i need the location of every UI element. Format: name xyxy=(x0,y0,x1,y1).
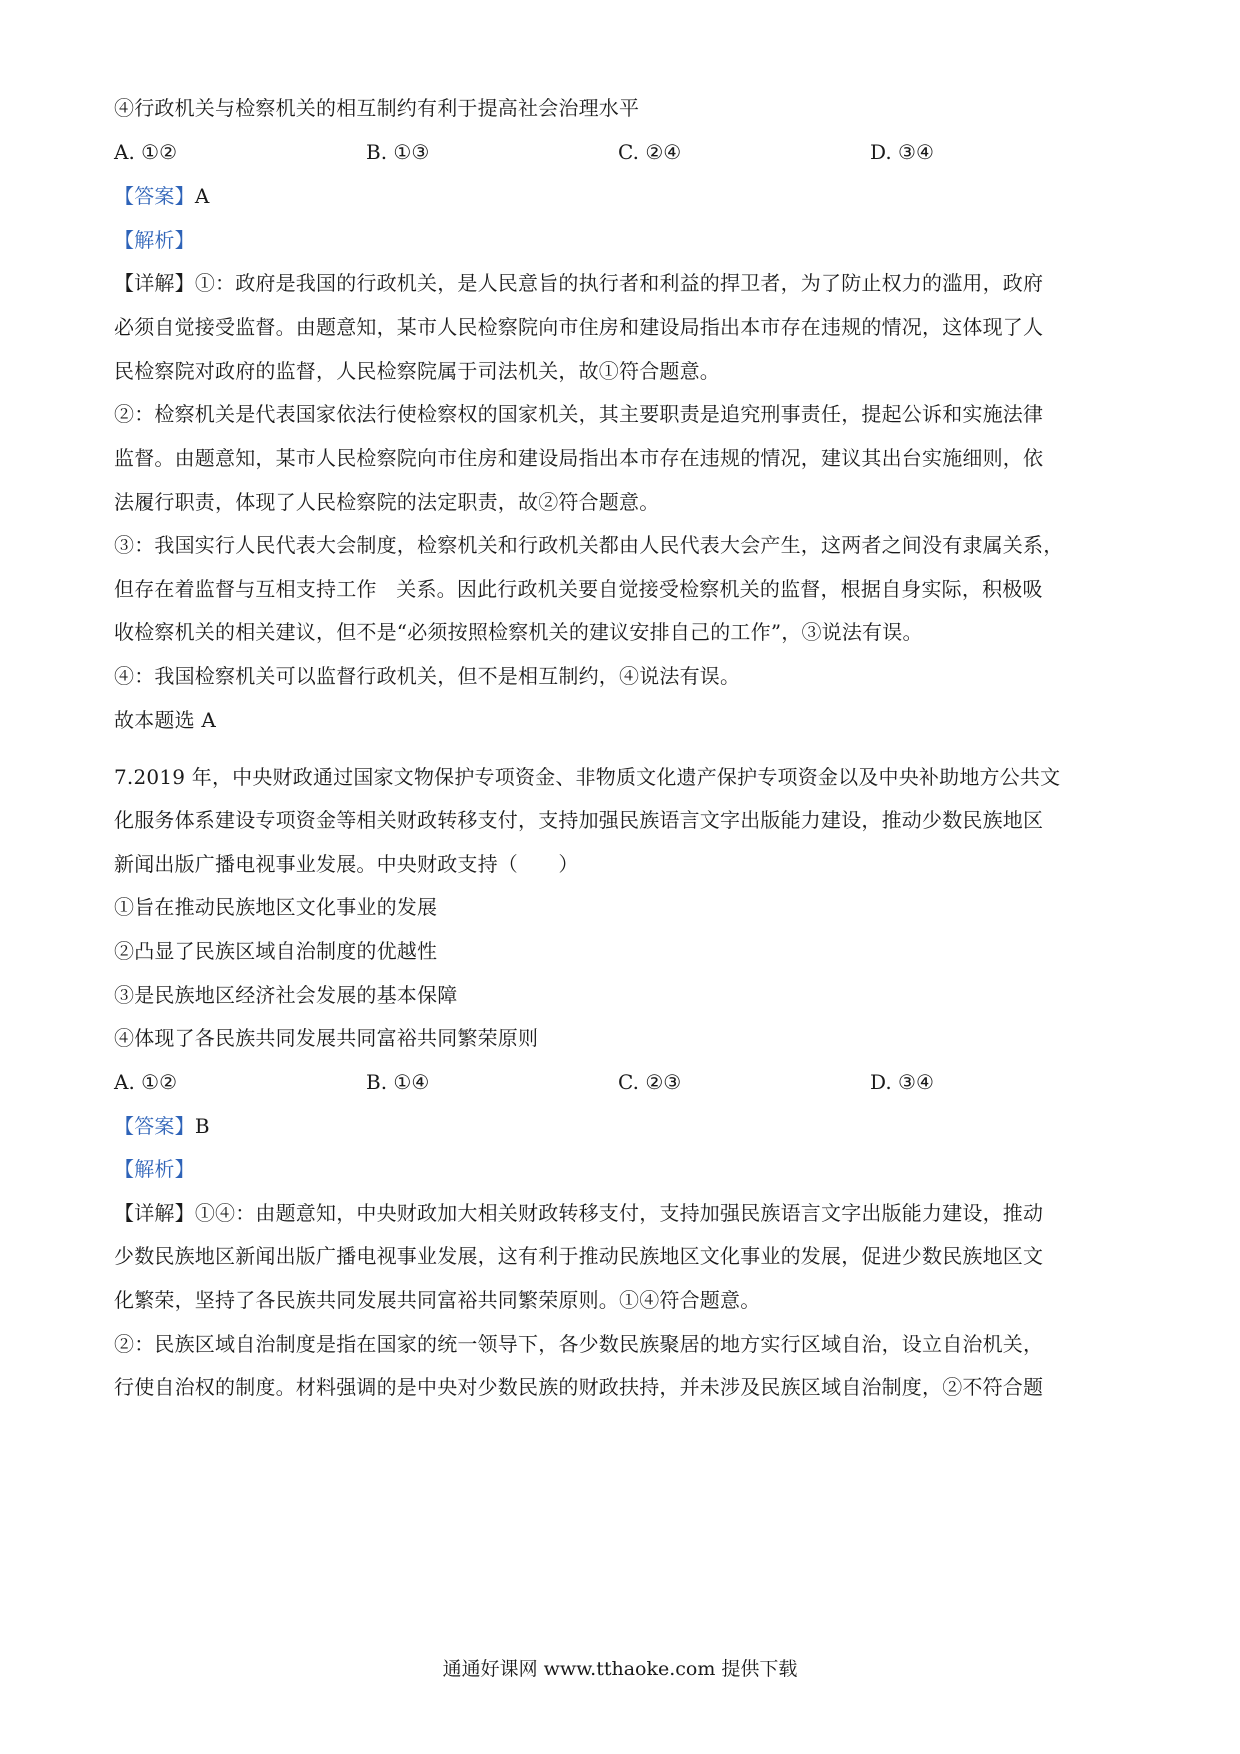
q7-statement-3: ③是民族地区经济社会发展的基本保障 xyxy=(114,983,458,1007)
detail-tag: 【详解】 xyxy=(114,1201,195,1225)
q6-detail-line: ③：我国实行人民代表大会制度，检察机关和行政机关都由人民代表大会产生，这两者之间没有隶属关系， xyxy=(114,533,1064,557)
page-footer: 通通好课网 www.tthaoke.com 提供下载 xyxy=(442,1658,798,1680)
q6-detail-line: 法履行职责，体现了人民检察院的法定职责，故②符合题意。 xyxy=(114,490,660,514)
q6-detail-line: 必须自觉接受监督。由题意知，某市人民检察院向市住房和建设局指出本市存在违规的情况，这体现了人 xyxy=(114,315,1044,339)
q7-stem-line: 新闻出版广播电视事业发展。中央财政支持（ ） xyxy=(114,852,579,876)
answer-tag: 【答案】 xyxy=(114,1114,195,1138)
q7-statement-1: ①旨在推动民族地区文化事业的发展 xyxy=(114,895,438,919)
q6-option-a: A. ①② xyxy=(114,140,178,164)
q7-option-c: C. ②③ xyxy=(618,1070,682,1094)
q6-detail-line: 民检察院对政府的监督，人民检察院属于司法机关，故①符合题意。 xyxy=(114,359,720,383)
q7-option-a: A. ①② xyxy=(114,1070,178,1094)
q7-option-b: B. ①④ xyxy=(366,1070,430,1094)
q6-answer xyxy=(114,182,1134,210)
q6-statement-4: ④行政机关与检察机关的相互制约有利于提高社会治理水平 xyxy=(114,96,640,120)
analysis-tag: 【解析】 xyxy=(114,1157,195,1181)
q7-options xyxy=(114,1068,1134,1096)
answer-value: B xyxy=(194,1114,210,1138)
q6-conclusion: 故本题选 A xyxy=(114,708,217,732)
q7-answer xyxy=(114,1112,1134,1140)
q7-stem-line: 化服务体系建设专项资金等相关财政转移支付，支持加强民族语言文字出版能力建设，推动少数民族地区 xyxy=(114,808,1044,832)
q7-detail-line: 少数民族地区新闻出版广播电视事业发展，这有利于推动民族地区文化事业的发展，促进少数民族地区文 xyxy=(114,1244,1044,1268)
q6-detail-line: 监督。由题意知，某市人民检察院向市住房和建设局指出本市存在违规的情况，建议其出台实施细则，依 xyxy=(114,446,1044,470)
q6-detail-line: ②：检察机关是代表国家依法行使检察权的国家机关，其主要职责是追究刑事责任，提起公诉和实施法律 xyxy=(114,402,1044,426)
q7-detail-line: 行使自治权的制度。材料强调的是中央对少数民族的财政扶持，并未涉及民族区域自治制度，②不符合题 xyxy=(114,1375,1044,1399)
answer-value: A xyxy=(194,184,210,208)
answer-tag: 【答案】 xyxy=(114,184,195,208)
q6-options xyxy=(114,138,1134,166)
q6-detail-line: 但存在着监督与互相支持工作 关系。因此行政机关要自觉接受检察机关的监督，根据自身实际，积极吸 xyxy=(114,577,1043,601)
detail-tag: 【详解】 xyxy=(114,271,195,295)
q7-detail-line: 【详解】①④：由题意知，中央财政加大相关财政转移支付，支持加强民族语言文字出版能力建设，推动 xyxy=(114,1201,1044,1225)
analysis-tag: 【解析】 xyxy=(114,228,195,252)
q6-detail-line: 收检察机关的相关建议，但不是“必须按照检察机关的建议安排自己的工作”，③说法有误。 xyxy=(114,620,923,644)
q7-detail-line: 化繁荣，坚持了各民族共同发展共同富裕共同繁荣原则。①④符合题意。 xyxy=(114,1288,761,1312)
q6-option-c: C. ②④ xyxy=(618,140,682,164)
q7-detail-line: ②：民族区域自治制度是指在国家的统一领导下，各少数民族聚居的地方实行区域自治，设立自治机关， xyxy=(114,1332,1044,1356)
q6-option-b: B. ①③ xyxy=(366,140,430,164)
q6-option-d: D. ③④ xyxy=(870,140,934,164)
q6-detail-line: 【详解】①：政府是我国的行政机关，是人民意旨的执行者和利益的捍卫者，为了防止权力的滥用，政府 xyxy=(114,271,1044,295)
q7-stem-line: 7.2019 年，中央财政通过国家文物保护专项资金、非物质文化遗产保护专项资金以及中央补助地方公共文 xyxy=(114,765,1061,789)
q7-option-d: D. ③④ xyxy=(870,1070,934,1094)
q6-detail-line: ④：我国检察机关可以监督行政机关，但不是相互制约，④说法有误。 xyxy=(114,664,741,688)
q7-statement-4: ④体现了各民族共同发展共同富裕共同繁荣原则 xyxy=(114,1026,539,1050)
q7-statement-2: ②凸显了民族区域自治制度的优越性 xyxy=(114,939,438,963)
q7-analysis-heading xyxy=(114,1155,1134,1183)
q6-analysis-heading xyxy=(114,226,1134,254)
